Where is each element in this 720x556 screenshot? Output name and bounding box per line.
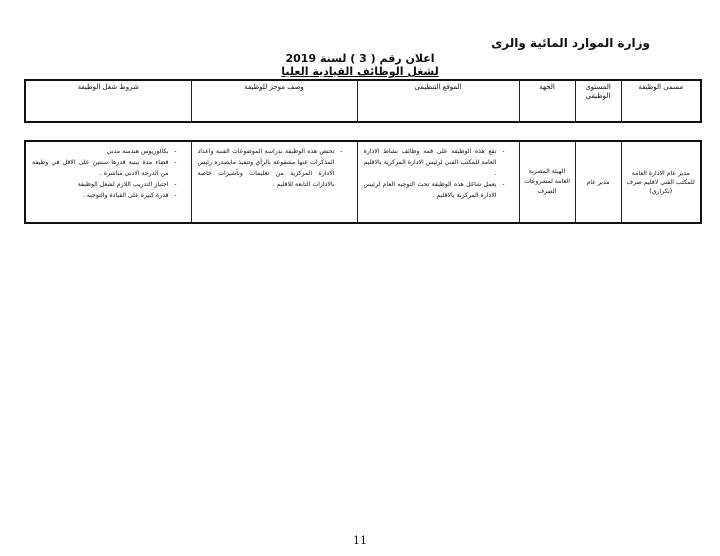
- column-header-entity: الجهة: [519, 80, 575, 122]
- list-item: - تقع هذه الوظيفة على قمة وظائف نشاط الادارة العامة للمكتب الفني لرئيس الادارة المركزية بالاقليم .: [364, 146, 505, 179]
- table-row: [25, 141, 701, 223]
- entity-cell: الهيئة المصرية العامة لمشروعات الصرف: [519, 141, 575, 223]
- requirements-cell: [25, 141, 191, 223]
- announcement-number: اعلان رقم ( 3 ) لسنة 2019: [285, 52, 435, 65]
- list-item: - اجتياز التدريب اللازم لشغل الوظيفة: [32, 179, 177, 190]
- column-header-org-location: الموقع التنظيمى: [357, 80, 519, 122]
- announcement-subtitle: لشغل الوظائف القيادية العليا: [281, 65, 439, 78]
- jobs-table: [24, 140, 702, 224]
- list-item: - قدرة كبيرة على القيادة والتوجيه .: [32, 190, 177, 201]
- ministry-name: وزارة الموارد المائية والرى: [491, 36, 650, 50]
- column-header-level: المستوى الوظيفى: [575, 80, 621, 122]
- column-header-description: وصف موجز للوظيفة: [191, 80, 357, 122]
- list-item: - بكالوريوس هندسة مدني: [32, 146, 177, 157]
- description-cell: [191, 141, 357, 223]
- job-level-cell: مدير عام: [575, 141, 621, 223]
- list-item: - تختص هذه الوظيفة بدراسة الموضوعات الفنية واعداد المذكرات عنها مشفوعة بالرأي وتنفيذ مايصدره رئيس الادارة المركزية من تعليمات وتأشيرات خاصة بالادارات التابعة للاقليم .: [198, 146, 343, 190]
- announcement-heading: [0, 52, 720, 78]
- column-header-title: مسمى الوظيفة: [621, 80, 701, 122]
- header-table: [24, 79, 702, 123]
- page-number: 11: [353, 534, 367, 547]
- column-header-requirements: شروط شغل الوظيفة: [25, 80, 191, 122]
- list-item: - يعمل شاغل هذه الوظيفة تحت التوجيه العام لرئيس الادارة المركزية بالاقليم .: [364, 179, 505, 201]
- job-title-cell: مدير عام الادارة العامة للمكتب الفني لاقليم صرف (تكراري): [621, 141, 701, 223]
- org-location-cell: [357, 141, 519, 223]
- list-item: - قضاء مدة بينية قدرها سنتين على الاقل في وظيفة من الدرجة الادنى مباشرة .: [32, 157, 177, 179]
